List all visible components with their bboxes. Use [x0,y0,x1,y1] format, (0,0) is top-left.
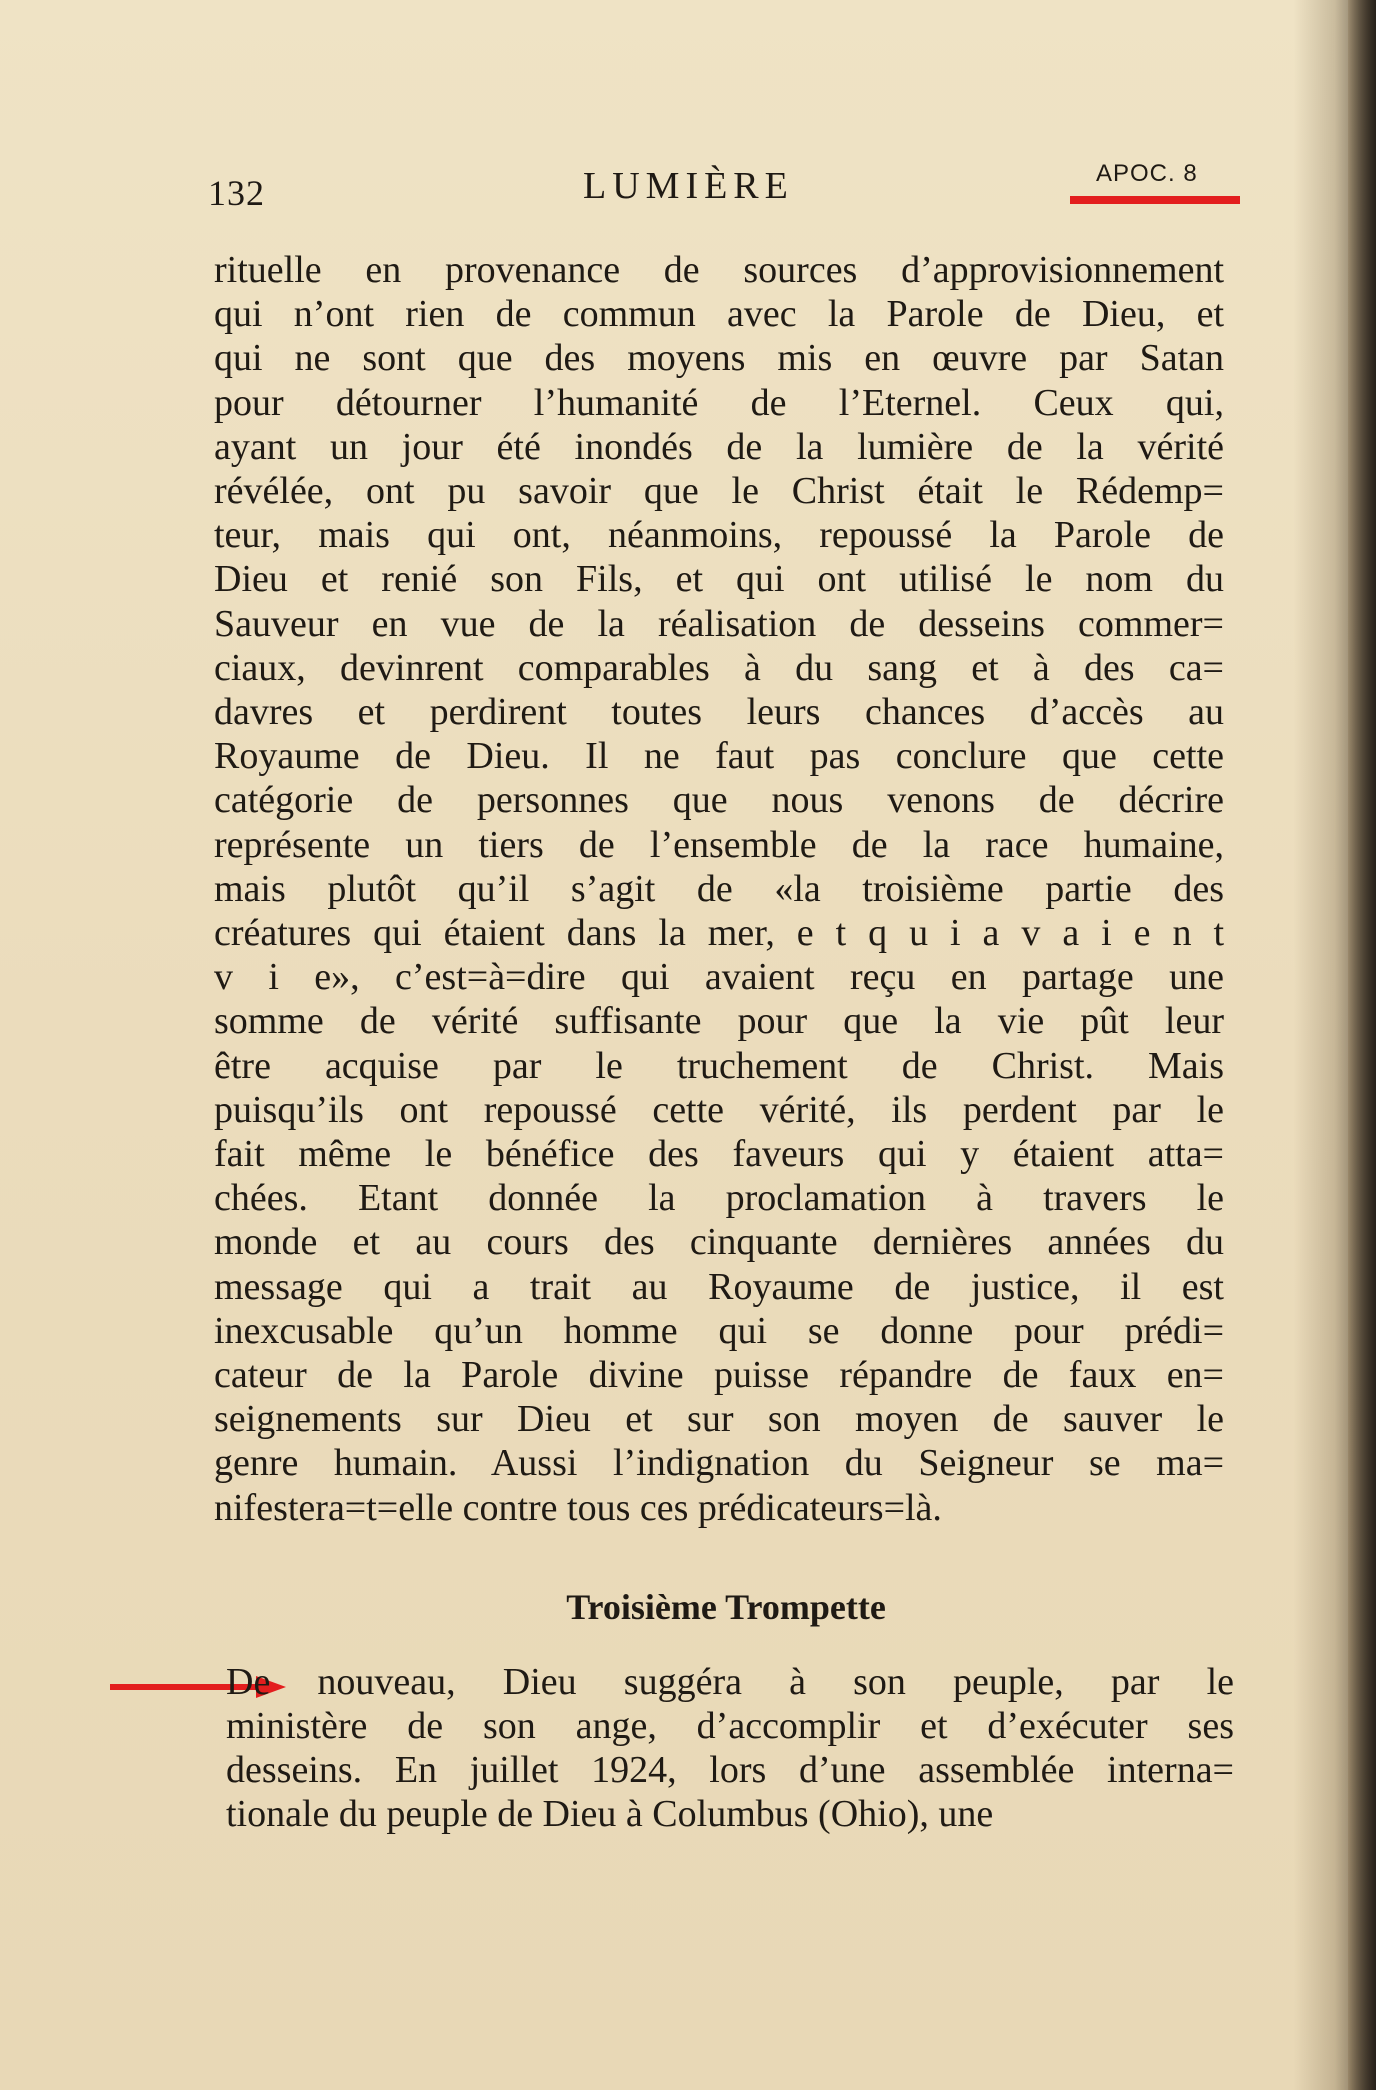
text-line: qui n’ont rien de commun avec la Parole de Dieu, et [214,293,1224,336]
text-line: ministère de son ange, d’accomplir et d’exécuter ses [226,1705,1234,1747]
text-line: teur, mais qui ont, néanmoins, repoussé la Parole de [214,514,1224,557]
text-line: davres et perdirent toutes leurs chances d’accès au [214,691,1224,734]
text-line: être acquise par le truchement de Christ. Mais [214,1044,1224,1087]
text-line: ciaux, devinrent comparables à du sang et à des ca= [214,646,1224,689]
text-line: ayant un jour été inondés de la lumière de la vérité [214,425,1224,468]
text-line: inexcusable qu’un homme qui se donne pour prédi= [214,1309,1224,1352]
text-line: seignements sur Dieu et sur son moyen de sauver le [214,1398,1224,1441]
page-number: 132 [208,173,265,213]
page-edge-shadow [1348,0,1376,2090]
section-heading-text: Troisième Trompette [566,1587,886,1627]
text-line: v i e», c’est=à=dire qui avaient reçu en partage une [214,956,1224,999]
chapter-reference: APOC. 8 [1096,160,1198,187]
running-title: LUMIÈRE [583,165,794,207]
paragraph-2 [226,1660,1234,1836]
text-line: nifestera=t=elle contre tous ces prédicateurs=là. [214,1486,942,1529]
text-line: fait même le bénéfice des faveurs qui y étaient atta= [214,1133,1224,1176]
text-line: message qui a trait au Royaume de justice, il est [214,1265,1224,1308]
paragraph-1 [214,248,1224,1530]
text-line: tionale du peuple de Dieu à Columbus (Ohio), une [226,1793,994,1835]
section-heading [0,1586,1376,1628]
text-line: mais plutôt qu’il s’agit de «la troisième partie des [214,867,1224,910]
text-line: monde et au cours des cinquante dernières années du [214,1221,1224,1264]
text-line: révélée, ont pu savoir que le Christ était le Rédemp= [214,470,1224,513]
text-line: desseins. En juillet 1924, lors d’une assemblée interna= [226,1749,1234,1791]
text-line: cateur de la Parole divine puisse répandre de faux en= [214,1354,1224,1397]
red-underline-annotation [1070,196,1240,204]
text-line: De nouveau, Dieu suggéra à son peuple, par le [226,1661,1234,1703]
text-line: Dieu et renié son Fils, et qui ont utilisé le nom du [214,558,1224,601]
text-line: Sauveur en vue de la réalisation de desseins commer= [214,602,1224,645]
page-header [208,160,1238,220]
text-line: pour détourner l’humanité de l’Eternel. Ceux qui, [214,381,1224,424]
text-line: créatures qui étaient dans la mer, e t q u i a v a i e n t [214,912,1224,955]
text-line: qui ne sont que des moyens mis en œuvre par Satan [214,337,1224,380]
text-line: catégorie de personnes que nous venons de décrire [214,779,1224,822]
text-line: rituelle en provenance de sources d’approvisionnement [214,249,1224,291]
text-line: Royaume de Dieu. Il ne faut pas conclure que cette [214,735,1224,778]
text-line: somme de vérité suffisante pour que la vie pût leur [214,1000,1224,1043]
text-line: chées. Etant donnée la proclamation à travers le [214,1177,1224,1220]
text-line: puisqu’ils ont repoussé cette vérité, ils perdent par le [214,1088,1224,1131]
text-line: genre humain. Aussi l’indignation du Seigneur se ma= [214,1442,1224,1485]
text-line: représente un tiers de l’ensemble de la race humaine, [214,823,1224,866]
